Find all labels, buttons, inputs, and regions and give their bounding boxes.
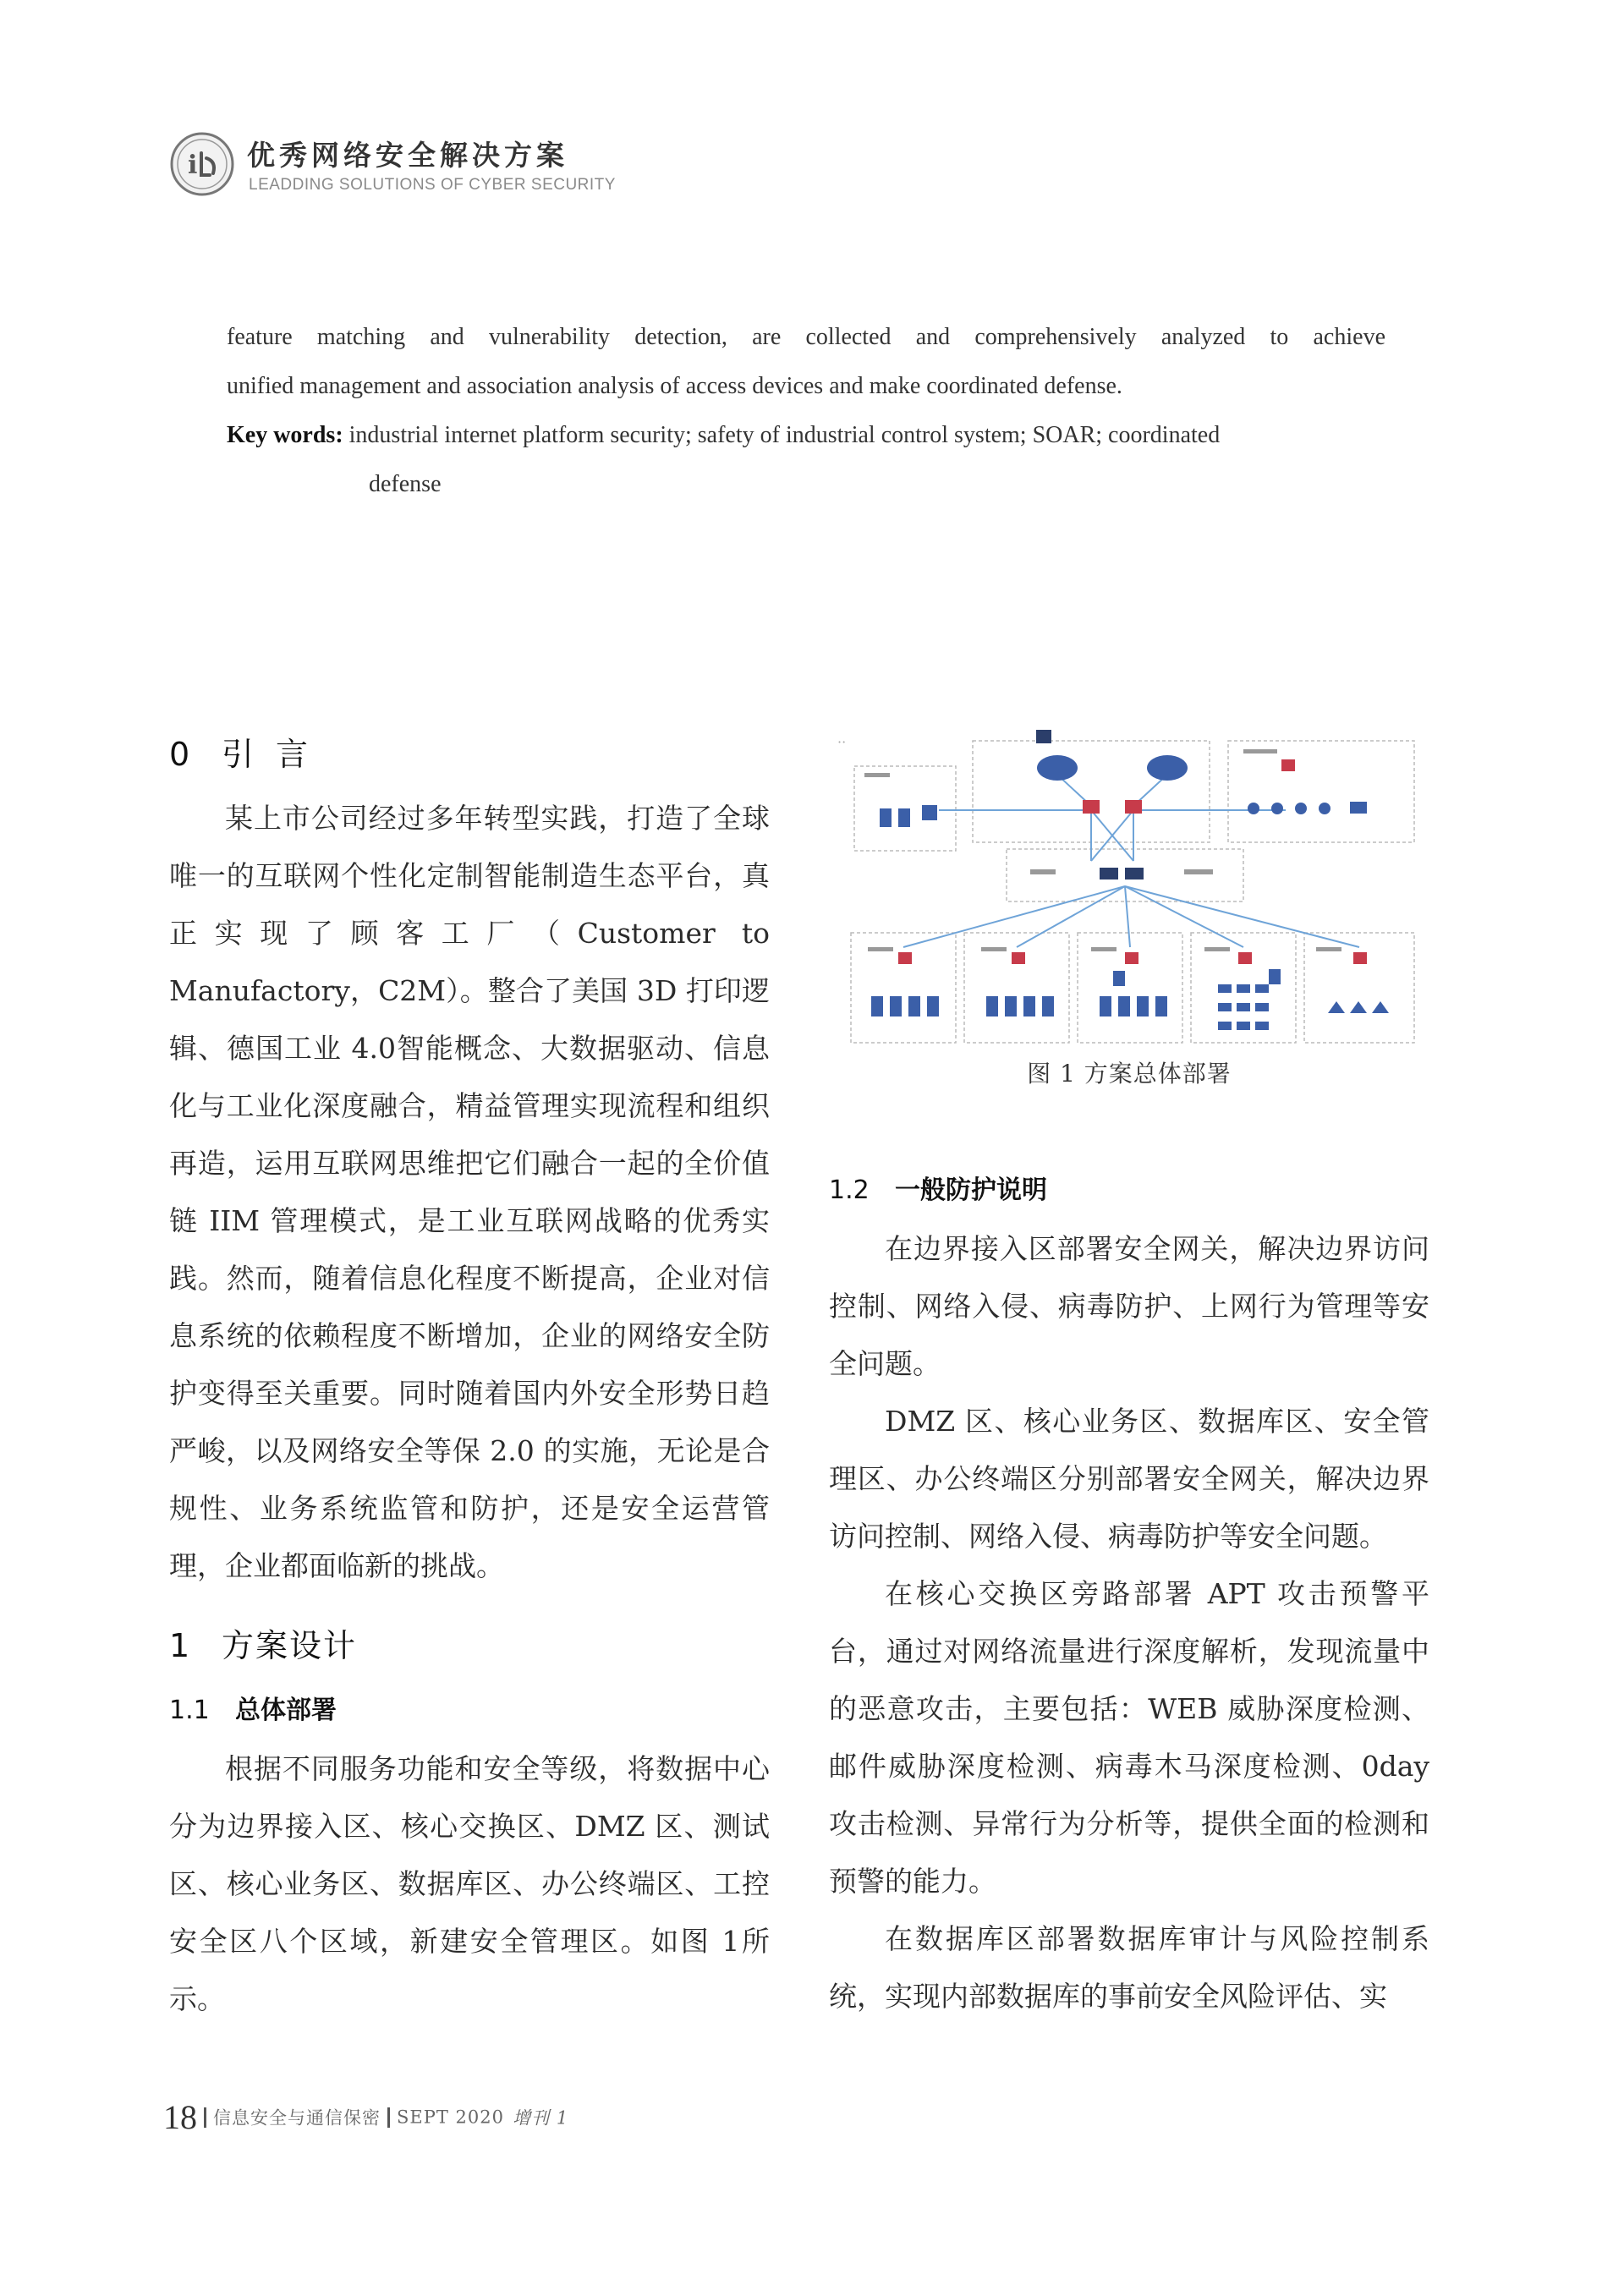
section-0-heading bbox=[169, 719, 770, 790]
text-line: DMZ 区、核心业务区、数据库区、安全 bbox=[885, 1405, 1402, 1438]
keywords-continuation: defense bbox=[369, 471, 442, 497]
text-line: 联网思维把它们融合一起的全价值链 IIM 管理模 bbox=[169, 1147, 771, 1237]
text-line: 件威胁深度检测、病毒木马深度检测、0day 攻 bbox=[829, 1750, 1430, 1840]
test-zone bbox=[851, 933, 956, 1043]
text-line: C2M）。整合了美国 3D 打印逻辑、德国工业 4.0 bbox=[169, 974, 771, 1065]
footer-issue: SEPT 2020 bbox=[397, 2107, 504, 2128]
text-line: 赖程度不断增加，企业的网络安全防护变得至 bbox=[169, 1319, 771, 1410]
text-line: 全问题。 bbox=[1276, 1520, 1387, 1553]
english-abstract bbox=[227, 313, 1385, 509]
journal-logo-icon bbox=[169, 131, 235, 197]
keywords bbox=[227, 411, 1385, 460]
right-column bbox=[829, 1161, 1429, 2025]
text-line: 击检测、异常行为分析等，提供全面的检测和 bbox=[857, 1807, 1430, 1840]
deployment-paragraph bbox=[169, 1740, 770, 2028]
text-line: 等安全问题。 bbox=[829, 1290, 1430, 1380]
svg-text:i: i bbox=[188, 151, 198, 180]
text-line: 决边界访问控制、网络入侵、病毒防护等安 bbox=[829, 1462, 1430, 1553]
text-line: 业都面临新的挑战。 bbox=[253, 1549, 504, 1582]
journal-title-cn: 优秀网络安全解决方案 bbox=[247, 139, 568, 172]
text-line: 工控安全区八个区域，新建安全管理区。如图 1 bbox=[169, 1867, 771, 1958]
text-line: 真正实现了顾客工厂（Customer to Manufactory， bbox=[169, 859, 770, 1007]
text-line: 通过对网络流量进行深度解析，发现流量中的 bbox=[829, 1635, 1430, 1725]
page-number: 18 bbox=[163, 2098, 197, 2136]
left-column bbox=[169, 719, 770, 2028]
text-line: 业务系统监管和防护，还是安全运营管理，企 bbox=[169, 1492, 771, 1582]
text-line: 根据不同服务功能和安全等级，将数据中 bbox=[225, 1752, 742, 1785]
text-line: 某上市公司经过多年转型实践，打造了全 bbox=[225, 802, 742, 835]
journal-title-en: LEADDING SOLUTIONS OF CYBER SECURITY bbox=[249, 176, 616, 194]
text-line: 在核心交换区旁路部署 APT 攻击预警平台， bbox=[829, 1577, 1429, 1668]
text-line: 以及网络安全等保 2.0 的实施，无论是合规性、 bbox=[169, 1434, 770, 1525]
text-line: 试区、核心业务区、数据库区、办公终端区、 bbox=[169, 1810, 770, 1900]
text-line: 关重要。同时随着国内外安全形势日趋严峻， bbox=[169, 1377, 771, 1467]
protection-paragraph bbox=[829, 1393, 1429, 1565]
text-line: 所示。 bbox=[169, 1925, 770, 2015]
protection-paragraph bbox=[829, 1220, 1429, 1393]
text-line: 着信息化程度不断提高，企业对信息系统的依 bbox=[169, 1262, 771, 1352]
text-line: 融合，精益管理实现流程和组织再造，运用互 bbox=[169, 1089, 771, 1180]
text-line: 球唯一的互联网个性化定制智能制造生态平台， bbox=[169, 802, 770, 892]
section-title: 引言 bbox=[222, 736, 331, 773]
section-number: 0 bbox=[169, 736, 192, 773]
text-line: 管理区、办公终端区分别部署安全网关，解 bbox=[829, 1405, 1429, 1495]
text-line: 预警的能力。 bbox=[829, 1865, 996, 1898]
text-line: 统，实现内部数据库的事前安全风险评估、实 bbox=[829, 1980, 1387, 2013]
section-1-heading bbox=[169, 1610, 770, 1681]
protection-paragraph bbox=[829, 1910, 1429, 2025]
figure-caption: 图 1 方案总体部署 bbox=[1027, 1060, 1232, 1088]
footer-divider bbox=[387, 2107, 390, 2128]
text-line: 式，是工业互联网战略的优秀实践。然而，随 bbox=[169, 1204, 771, 1295]
section-number: 1 bbox=[169, 1627, 192, 1664]
deployment-diagram bbox=[846, 726, 1421, 1098]
page-footer bbox=[163, 2097, 568, 2140]
footer-journal: 信息安全与通信保密 bbox=[213, 2107, 381, 2129]
keywords-text: industrial internet platform security; safety of industrial control system; SOAR; coordinated bbox=[343, 422, 1221, 448]
protection-paragraph bbox=[829, 1565, 1429, 1910]
section-title: 方案设计 bbox=[222, 1627, 358, 1664]
footer-supplement: 增刊 1 bbox=[513, 2107, 569, 2129]
subsection-number: 1.2 bbox=[829, 1175, 870, 1205]
text-line: 心分为边界接入区、核心交换区、DMZ 区、测 bbox=[169, 1752, 770, 1843]
section-1-1-heading bbox=[169, 1681, 770, 1740]
text-line: 智能概念、大数据驱动、信息化与工业化深度 bbox=[169, 1032, 770, 1122]
journal-header bbox=[169, 127, 761, 203]
figure-mark: ·· bbox=[837, 734, 847, 750]
abstract-line: feature matching and vulnerability detection, are collected and comprehensively analyzed to achieve bbox=[227, 324, 1385, 350]
abstract-line: unified management and association analysis of access devices and make coordinated defense. bbox=[227, 373, 1122, 399]
footer-divider bbox=[204, 2107, 206, 2128]
section-1-2-heading bbox=[829, 1161, 1429, 1220]
keywords-label: Key words: bbox=[227, 422, 343, 448]
core-business-zone bbox=[964, 933, 1069, 1043]
intro-paragraph bbox=[169, 790, 770, 1595]
subsection-title: 总体部署 bbox=[235, 1696, 337, 1725]
security-management-zone bbox=[1228, 741, 1414, 842]
text-line: 恶意攻击，主要包括：WEB 威胁深度检测、邮 bbox=[829, 1692, 1430, 1783]
subsection-title: 一般防护说明 bbox=[895, 1175, 1047, 1205]
subsection-number: 1.1 bbox=[169, 1696, 210, 1725]
text-line: 在边界接入区部署安全网关，解决边界访 bbox=[885, 1232, 1402, 1265]
text-line: 在数据库区部署数据库审计与风险控制系 bbox=[885, 1922, 1429, 1955]
text-line: 问控制、网络入侵、病毒防护、上网行为管理 bbox=[829, 1232, 1429, 1323]
